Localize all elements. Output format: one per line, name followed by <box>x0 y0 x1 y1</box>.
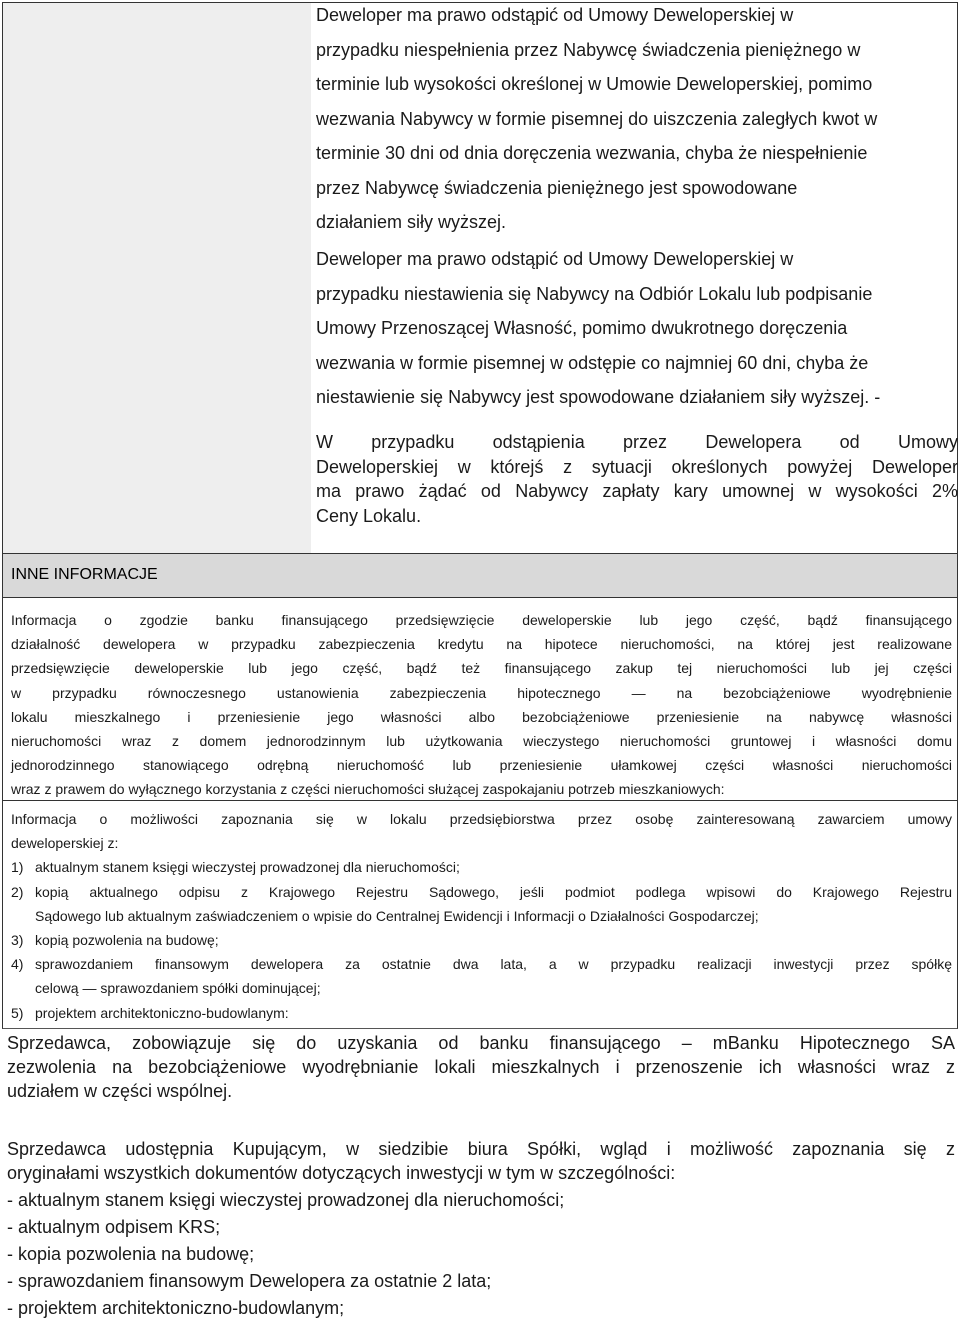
text-line: W przypadku odstąpienia przez Dewelopera od Umowy <box>316 432 958 452</box>
text-line: Informacja o zgodzie banku finansującego przedsięwzięcie deweloperskie lub jego część, bądź finansującego <box>11 612 952 628</box>
document-access-text <box>11 807 952 1025</box>
penalty-paragraph <box>316 430 958 528</box>
text-line: przypadku niestawienia się Nabywcy na Odbiór Lokalu lub podpisanie <box>316 283 873 304</box>
text-line: działalność dewelopera w przypadku zabezpieczenia kredytu na hipotece nieruchomości, na której jest realizowane <box>11 636 952 653</box>
text-line: nieruchomości wraz z domem jednorodzinnym lub użytkowania wieczystego nieruchomości gruntowej i własności domu <box>11 733 952 750</box>
withdrawal-payment-paragraph <box>316 4 958 246</box>
document-access-block <box>2 801 958 1029</box>
text-line: terminie lub wysokości określonej w Umowie Deweloperskiej, pomimo <box>316 74 873 94</box>
section-header <box>2 554 958 598</box>
text-line: deweloperskiej z: <box>11 835 119 852</box>
list-number: 5) <box>11 1004 24 1021</box>
list-item <box>11 855 952 879</box>
text-line: wraz z prawem do wyłącznego korzystania z części nieruchomości służącej zaspokajaniu potrzeb mieszkaniowych: <box>11 781 725 798</box>
text-line: zezwolenia na bezobciążeniowe wyodrębnianie lokali mieszkalnych i przenoszenie ich własności wraz z <box>7 1057 955 1077</box>
text-line: ma prawo żądać od Nabywcy zapłaty kary umownej w wysokości 2% <box>316 481 958 501</box>
bank-consent-text <box>11 608 952 802</box>
section-title: INNE INFORMACJE <box>11 566 158 583</box>
list-number: 3) <box>11 932 24 949</box>
seller-bank-paragraph <box>7 1031 955 1103</box>
text-line: Umowy Przenoszącej Własność, pomimo dwukrotnego doręczenia <box>316 318 848 338</box>
list-item <box>11 1001 952 1025</box>
text-line: jednorodzinnego stanowiącego odrębną nieruchomość lub przeniesienie ułamkowej części własności nieruchomości <box>11 757 952 774</box>
text-line: działaniem siły wyższej. <box>316 212 507 232</box>
text-line: wezwania Nabywcy w formie pisemnej do uiszczenia zaległych kwot w <box>316 108 878 129</box>
text-line: Informacja o możliwości zapoznania się w lokalu przedsiębiorstwa przez osobę zainteresowaną zawarciem umowy <box>11 811 952 827</box>
list-item: - sprawozdaniem finansowym Dewelopera za ostatnie 2 lata; <box>7 1271 492 1291</box>
text-line: Sprzedawca, zobowiązuje się do uzyskania od banku finansującego – mBanku Hipotecznego SA <box>7 1033 955 1053</box>
text-line: lokalu mieszkalnego i przeniesienie jego własności albo bezobciążeniowe przeniesienie na nabywcę własności <box>11 708 952 725</box>
list-item <box>11 880 952 928</box>
text-line: Sprzedawca udostępnia Kupującym, w siedzibie biura Spółki, wgląd i możliwość zapoznania się z <box>7 1139 955 1159</box>
list-number: 2) <box>11 883 24 900</box>
list-number: 4) <box>11 956 24 973</box>
text-line: Deweloper ma prawo odstąpić od Umowy Deweloperskiej w <box>316 5 794 25</box>
text-line: niestawienie się Nabywcy jest spowodowane działaniem siły wyższej. - <box>316 387 881 407</box>
text-line: oryginałami wszystkich dokumentów dotyczących inwestycji w tym w szczególności: <box>7 1163 676 1183</box>
list-number: 1) <box>11 859 24 876</box>
text-line: projektem architektoniczno-budowlanym: <box>35 1004 289 1021</box>
text-line: w przypadku równoczesnego ustanowienia zabezpieczenia hipotecznego — na bezobciążeniowe wyodrębnienie <box>11 684 952 701</box>
text-line: aktualnym stanem księgi wieczystej prowadzonej dla nieruchomości; <box>35 859 460 876</box>
bank-consent-block <box>2 598 958 801</box>
left-empty-cell <box>2 2 312 554</box>
list-item <box>11 952 952 1000</box>
text-line: Deweloper ma prawo odstąpić od Umowy Deweloperskiej w <box>316 249 794 269</box>
text-line: kopią pozwolenia na budowę; <box>35 932 219 949</box>
text-line: sprawozdaniem finansowym dewelopera za ostatnie dwa lata, a w przypadku realizacji inwestycji przez spółkę <box>35 956 952 973</box>
list-item: - projektem architektoniczno-budowlanym; <box>7 1298 345 1318</box>
text-line: wezwania w formie pisemnej w odstępie co najmniej 60 dni, chyba że <box>316 352 869 373</box>
text-line: kopią aktualnego odpisu z Krajowego Rejestru Sądowego, jeśli podmiot podlega wpisowi do Krajowego Rejestru <box>35 883 952 900</box>
text-line: udziałem w części wspólnej. <box>7 1081 233 1101</box>
withdrawal-no-show-paragraph <box>316 248 958 421</box>
text-line: przedsięwzięcie deweloperskie lub jego część, bądź też finansującego zakup tej nieruchomości lub jej części <box>11 660 952 677</box>
list-item: - aktualnym stanem księgi wieczystej prowadzonej dla nieruchomości; <box>7 1190 565 1210</box>
text-line: przez Nabywcę świadczenia pieniężnego jest spowodowane <box>316 177 798 198</box>
text-line: terminie 30 dni od dnia doręczenia wezwania, chyba że niespełnienie <box>316 143 868 163</box>
list-item: - kopia pozwolenia na budowę; <box>7 1244 255 1264</box>
text-line: Deweloperskiej w którejś z sytuacji określonych powyżej Deweloper <box>316 456 958 477</box>
seller-documents-paragraph <box>7 1137 955 1320</box>
list-item: - aktualnym odpisem KRS; <box>7 1217 221 1237</box>
text-line: przypadku niespełnienia przez Nabywcę świadczenia pieniężnego w <box>316 39 861 60</box>
list-item <box>11 928 952 952</box>
text-line: Ceny Lokalu. <box>316 505 422 526</box>
text-line: celową — sprawozdaniem spółki dominującej; <box>35 980 321 997</box>
text-line: Sądowego lub aktualnym zaświadczeniem o wpisie do Centralnej Ewidencji i Informacji o Działalności Gospodarczej; <box>35 907 759 924</box>
